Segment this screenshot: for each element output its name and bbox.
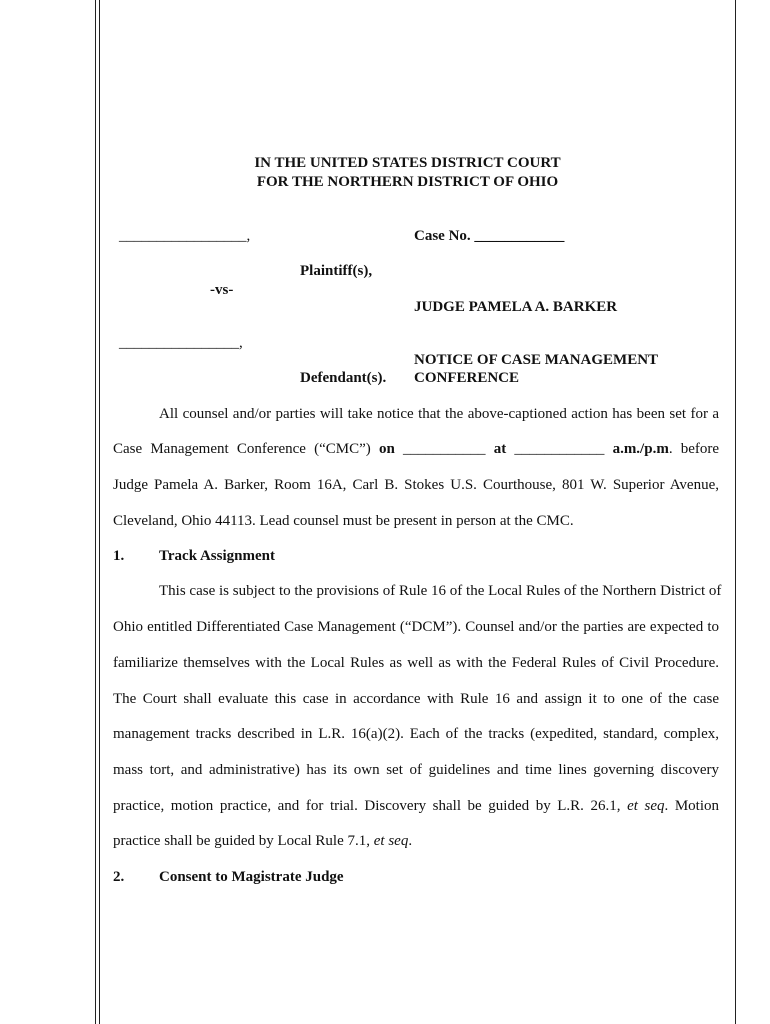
- section1-line-3: familiarize themselves with the Local Rules as well as with the Federal Rules of Civil Procedure.: [113, 655, 719, 671]
- intro-at-label: at: [493, 441, 507, 457]
- case-number: Case No. ____________: [414, 228, 565, 244]
- court-heading-line1: IN THE UNITED STATES DISTRICT COURT: [254, 155, 561, 171]
- ampm-label: a.m./p.m: [612, 441, 669, 457]
- section1-line7-tail: [627, 798, 719, 814]
- intro-line-3: Judge Pamela A. Barker, Room 16A, Carl B. Stokes U.S. Courthouse, 801 W. Superior Avenue,: [113, 477, 719, 493]
- et-seq-italic-2: et seq: [373, 833, 409, 849]
- ampm-group: [613, 441, 719, 457]
- section1-line8-text: practice shall be guided by Local Rule 7.1,: [113, 833, 370, 849]
- intro-before-text: . before: [668, 441, 720, 457]
- section1-line7-motion: . Motion: [664, 798, 719, 814]
- section1-line-6: mass tort, and administrative) has its own set of guidelines and time lines governing discovery: [113, 762, 719, 778]
- time-blank: ____________: [514, 441, 605, 457]
- defendant-name-blank: ________________,: [119, 335, 243, 351]
- intro-line-4: Cleveland, Ohio 44113. Lead counsel must be present in person at the CMC.: [113, 513, 574, 529]
- section1-line-2: Ohio entitled Differentiated Case Management (“DCM”). Counsel and/or the parties are expected to: [113, 619, 719, 635]
- intro-line-2: [113, 440, 719, 458]
- section2-title: Consent to Magistrate Judge: [159, 869, 344, 885]
- section1-line-8: [113, 832, 412, 850]
- et-seq-italic: et seq: [627, 798, 665, 814]
- section1-line7-text: practice, motion practice, and for trial. Discovery shall be guided by L.R. 26.1,: [113, 798, 621, 814]
- section1-line8-period: .: [408, 833, 413, 849]
- plaintiff-label: Plaintiff(s),: [300, 263, 373, 279]
- section1-line-7: [113, 797, 719, 815]
- section1-number: 1.: [113, 548, 125, 564]
- section1-line-1: This case is subject to the provisions of Rule 16 of the Local Rules of the Northern District of: [159, 583, 722, 599]
- date-blank: ___________: [403, 441, 486, 457]
- intro-cmc-text: Case Management Conference (“CMC”): [113, 441, 371, 457]
- notice-title-line1: NOTICE OF CASE MANAGEMENT: [414, 352, 659, 368]
- court-heading-line2: FOR THE NORTHERN DISTRICT OF OHIO: [256, 174, 559, 190]
- intro-on-label: on: [378, 441, 395, 457]
- plaintiff-name-blank: _________________,: [119, 228, 251, 244]
- intro-line-1: All counsel and/or parties will take notice that the above-captioned action has been set for a: [159, 406, 719, 422]
- notice-title-line2: CONFERENCE: [414, 370, 520, 386]
- section1-line-4: The Court shall evaluate this case in accordance with Rule 16 and assign it to one of the case: [113, 691, 719, 707]
- section1-title: Track Assignment: [159, 548, 275, 564]
- section1-line-5: management tracks described in L.R. 16(a)(2). Each of the tracks (expedited, standard, complex,: [113, 726, 719, 742]
- judge-name: JUDGE PAMELA A. BARKER: [414, 299, 618, 315]
- defendant-label: Defendant(s).: [300, 370, 387, 386]
- section2-number: 2.: [113, 869, 125, 885]
- versus-label: -vs-: [210, 282, 234, 298]
